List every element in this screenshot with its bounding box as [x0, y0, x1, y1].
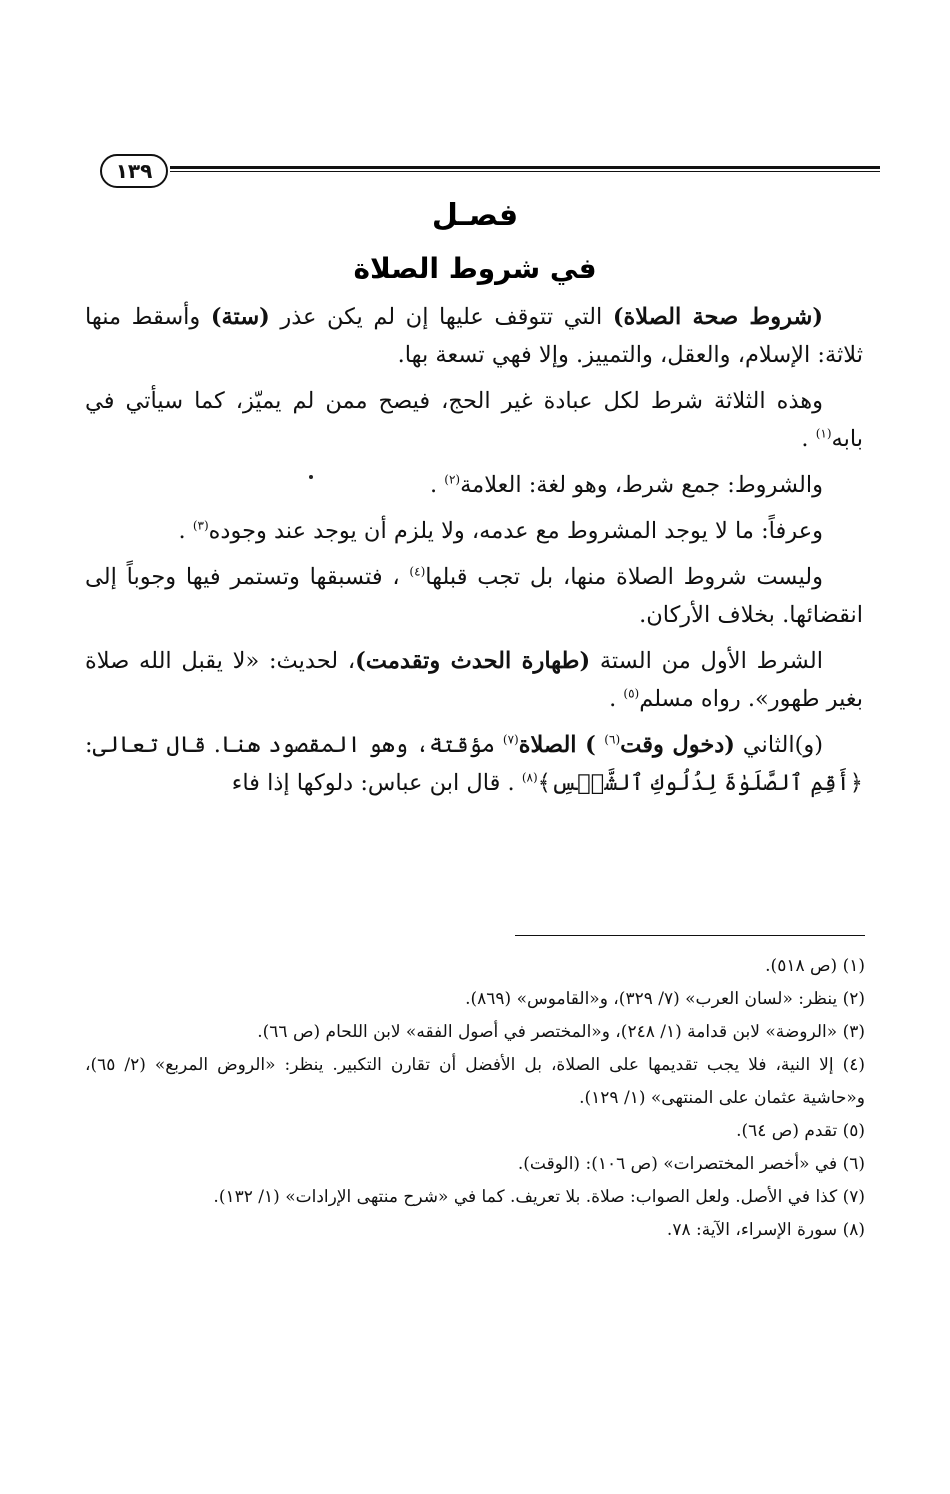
bold-term: (دخول وقت [620, 732, 735, 758]
footnote-ref: (١) [815, 426, 832, 441]
paragraph [85, 642, 863, 718]
text-run: الشرط الأول من الستة [590, 648, 823, 674]
footnote: (٨) سورة الإسراء، الآية: ٧٨. [666, 1220, 865, 1240]
footnote: (٧) كذا في الأصل. ولعل الصواب: صلاة. بلا تعريف. كما في «شرح منتهى الإرادات» (١/ ١٣٢). [213, 1187, 865, 1207]
text-run: وليست شروط الصلاة منها، بل تجب قبلها [425, 564, 824, 590]
footnote-ref: (٥) [623, 686, 640, 701]
text-run: ، لحديث: «لا يقبل الله صلاة بغير طهور». رواه مسلم [85, 648, 863, 712]
text-run: . [801, 426, 816, 452]
footnote: (١) (ص ٥١٨). [765, 956, 865, 976]
footnotes [85, 950, 865, 1247]
bold-term: (شروط صحة الصلاة) [612, 304, 823, 330]
text-run: وأسقط منها ثلاثة: الإسلام، والعقل، والتمييز. وإلا فهي تسعة بها. [85, 304, 863, 368]
page-number: ١٣٩ [100, 154, 168, 188]
footnote: (٢) ينظر: «لسان العرب» (٧/ ٣٢٩)، و«القاموس» (٨٦٩). [465, 989, 865, 1009]
paragraph [85, 512, 863, 550]
header-rule [170, 166, 880, 172]
paragraph [85, 558, 863, 634]
main-text [85, 298, 863, 810]
paragraph [85, 466, 863, 504]
footnote-ref: (٢) [444, 472, 461, 487]
footnote-ref: (٦) [604, 732, 621, 747]
bold-term: (ستة) [210, 304, 270, 330]
text-run: . [609, 686, 624, 712]
text-run: مؤقتة، وهو المقصود هنا. قال تعالى: ﴿أَقِمِ ٱلصَّلَوٰةَ لِدُلُوكِ ٱلشَّمۡسِ﴾ [85, 732, 863, 796]
paragraph [85, 726, 863, 802]
paragraph [85, 298, 863, 374]
text-run: . قال ابن عباس: دلوكها إذا فاء [231, 770, 522, 796]
text-run: وهذه الثلاثة شرط لكل عبادة غير الحج، فيصح ممن لم يميّز، كما سيأتي في بابه [85, 388, 863, 452]
text-run: والشروط: جمع شرط، وهو لغة: العلامة [460, 472, 823, 498]
footnote: (٥) تقدم (ص ٦٤). [736, 1121, 865, 1141]
footnote: (٤) إلا النية، فلا يجب تقديمها على الصلاة، بل الأفضل أن تقارن التكبير. ينظر: «الروض المربع» (٢/ ٦٥)، و«حاشية عثمان على المنتهى» (١/ ١٢٩). [85, 1055, 865, 1108]
text-run: ، فتسبقها وتستمر فيها وجوباً إلى انقضائها. بخلاف الأركان. [85, 564, 863, 628]
footnote-ref: (٣) [192, 518, 209, 533]
text-run: . [178, 518, 193, 544]
text-run: ) الصلاة [518, 732, 605, 758]
text-run: وعرفاً: ما لا يوجد المشروط مع عدمه، ولا يلزم أن يوجد عند وجوده [208, 518, 823, 544]
footnote-ref: (٨) [521, 770, 538, 785]
section-heading: فصـل [431, 198, 519, 233]
section-subheading: في شروط الصلاة [353, 252, 597, 285]
print-speck [309, 475, 313, 479]
footnote-ref: (٧) [502, 732, 519, 747]
page-header [100, 152, 880, 188]
footnote-ref: (٤) [409, 564, 426, 579]
bold-term: (طهارة الحدث وتقدمت) [355, 648, 591, 674]
paragraph [85, 382, 863, 458]
footnote: (٣) «الروضة» لابن قدامة (١/ ٢٤٨)، و«المختصر في أصول الفقه» لابن اللحام (ص ٦٦). [257, 1022, 865, 1042]
footnote-separator [515, 935, 865, 936]
text-run: (و)الثاني [734, 732, 823, 758]
text-run: . [429, 472, 445, 498]
footnote: (٦) في «أخصر المختصرات» (ص ١٠٦): (الوقت). [517, 1154, 865, 1174]
text-run: التي تتوقف عليها إن لم يكن عذر [269, 304, 613, 330]
